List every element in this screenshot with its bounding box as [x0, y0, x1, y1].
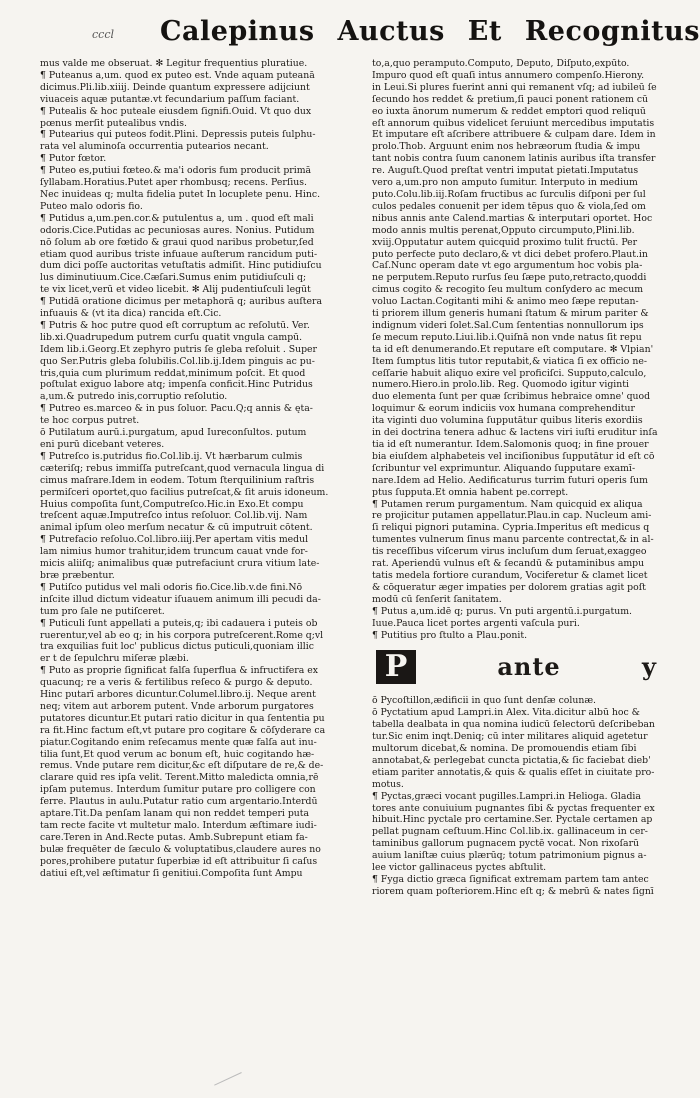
text-line: nō ſolum ab ore fœtido & graui quod naribus probetur,ſed — [40, 236, 314, 248]
stray-ink-mark — [208, 1059, 242, 1085]
text-line: remus. Vnde putare rem dicitur,&c eſt diſputare de re,& de- — [40, 760, 324, 772]
text-line: clarare quid res ipſa velit. Terent.Mitto maledicta omnia,rē — [40, 772, 319, 784]
text-line: ¶ Putor fœtor. — [40, 153, 107, 165]
text-line: rat. Aperiendū vulnus eſt & ſecandū & putaminibus ampu — [372, 558, 645, 570]
section-heading-word: ante — [497, 652, 561, 682]
text-line: ceſſarie habuit aliquo exire vel proficiſci. Supputo,calculo, — [372, 367, 647, 379]
text-line: numero.Hiero.in prolo.lib. Reg. Quomodo igitur viginti — [372, 379, 629, 391]
folio-number: cccl — [92, 28, 114, 41]
text-line: bia eiuſdem alphabeteis vel inciſionibus ſupputātur id eſt cō — [372, 450, 655, 462]
text-line: mus valde me obseruat. ✻ Legitur frequentius pluratiue. — [40, 58, 308, 69]
running-head-word: Auctus — [337, 16, 445, 47]
text-line: ¶ Putearius qui puteos fodit.Plini. Depressis puteis ſulphu- — [40, 129, 316, 141]
text-line: ne perputem.Reputo rurſus ſeu ſæpe puto,retracto,quoddi — [372, 272, 647, 284]
text-line: ruerentur,vel ab eo q; in his corpora putreſcerent.Rome q;vl — [40, 629, 324, 641]
text-line: ¶ Putreo es.marceo & in pus ſoluor. Pacu.Q;q annis & ęta- — [40, 403, 313, 415]
text-line: ra fit.Hinc factum eſt,vt putare pro cogitare & cōſyderare ca — [40, 724, 326, 736]
running-head-word: Calepinus — [160, 16, 315, 47]
text-line: tumentes vulnerum ſinus manu parcente contrectat,& in al- — [372, 534, 654, 546]
text-line: & cōqueratur æger impaties per dolorem gratias agit poſt — [372, 581, 646, 593]
text-line: loquimur & eorum indiciis vox humana comprehenditur — [372, 403, 635, 415]
text-line: ptus ſupputa.Et omnia habent pe.corrept. — [372, 486, 569, 498]
text-line: in dei doctrina tenera adhuc & lactens viri iuſti eruditur inſa — [372, 427, 658, 439]
text-line: rata vel aluminoſa occurrentia putearios necant. — [40, 141, 269, 153]
text-line: tia id eſt numerantur. Idem.Salomonis quoq; in fine prouer — [372, 439, 649, 450]
text-line: ipſam putemus. Interdum ſumitur putare pro colligere con — [40, 784, 316, 796]
text-line: bulæ frequēter de ſæculo & voluptatibus,claudere aures no — [40, 843, 321, 855]
text-line: Item ſumptus litis tutor reputabit,& viatica ſi ex officio ne- — [372, 355, 647, 367]
text-line: tra exquilias fuit loc' publicus dictus puticuli,quoniam illic — [40, 641, 314, 653]
text-line: cæteriſq; rebus immiſſa putreſcant,quod vernacula lingua di — [40, 462, 325, 474]
text-line: to,a,quo peramputo.Computo, Deputo, Diſputo,expūto. — [372, 58, 630, 69]
text-line: cimus cogito & recogito ſeu multum conſydero ac mecum — [372, 284, 644, 296]
text-line: ¶ Putiſco putidus vel mali odoris fio.Cice.lib.v.de fini.Nō — [40, 581, 303, 593]
text-line: Et imputare eſt aſcribere attribuere & culpam dare. Idem in — [372, 129, 656, 141]
text-line: care.Teren in And.Recte putas. Amb.Subrepunt etiam fa- — [40, 831, 308, 843]
text-line: puto.Colu.lib.iij.Roſam fructibus ac ſurculis diſponi per ſul — [372, 188, 646, 200]
text-line: ¶ Puticuli ſunt appellati a puteis,q; ibi cadauera i puteis ob — [40, 617, 318, 629]
text-line: tilia ſunt,Et quod verum ac bonum eſt, huic cogitando hæ- — [40, 748, 315, 760]
text-line: Puteo malo odoris fio. — [40, 200, 143, 212]
text-line: voluo Lactan.Cogitanti mihi & animo meo ſæpe reputan- — [372, 296, 639, 308]
text-line: ſe mecum reputo.Liui.lib.i.Quiſnā non vnde natus ſit repu — [372, 331, 642, 343]
text-line: lib.xi.Quadrupedum putrem curſu quatit vngula campū. — [40, 331, 303, 343]
text-line: treſcent aquæ.Imputreſco intus reſoluor. Col.lib.vij. Nam — [40, 510, 308, 522]
text-line: re projicitur putamen appellatur.Plau.in cap. Nucleum ami- — [372, 510, 652, 522]
text-line: aptare.Tit.Da penſam lanam qui non reddet temperi puta — [40, 808, 310, 820]
text-line: ¶ Puteo es,putiui fœteo.& ma'i odoris fum producit primā — [40, 165, 312, 177]
text-line: ¶ Putus a,um.idē q; purus. Vn puti argentū.i.purgatum. — [372, 605, 632, 617]
text-line: neq; vitem aut arborem putent. Vnde arborum purgatores — [40, 700, 314, 712]
running-head-word: Et — [467, 16, 502, 47]
text-line: ſi reliqui pignori putamina. Cypria.Imperitus eſt medicus q — [372, 522, 650, 534]
text-line: infuauis & (vt ita dica) rancida eſt.Cic. — [40, 308, 222, 320]
text-line: motus. — [372, 778, 404, 790]
running-head — [160, 16, 700, 47]
text-line: ō Pyctatium apud Lampri.in Alex. Vita.dicitur albū hoc & — [372, 707, 640, 719]
text-line: Hinc putarī arbores dicuntur.Columel.libro.ij. Neque arent — [40, 689, 316, 701]
text-line: ¶ Puto as proprie ſignificat falſa ſuperflua & infructifera ex — [40, 665, 318, 677]
text-line: tur.Sic enim inqt.Deniq; cū inter militares aliquid agetetur — [372, 731, 648, 743]
text-line: dicimus.Pli.lib.xiiij. Deinde quantum expressere adijciunt — [40, 81, 310, 93]
text-line: datiui eſt,vel æſtimatur ſi genitiui.Compoſita ſunt Ampu — [40, 867, 303, 879]
text-line: piatur.Cogitando enim reſecamus mente quæ falſa aut inu- — [40, 736, 317, 748]
text-line: auium laniſtæ cuius plærūq; totum patrimonium pignus a- — [372, 850, 647, 862]
text-line: ¶ Putidā oratione dicimus per metaphorā q; auribus auſtera — [40, 296, 323, 308]
text-line: nibus annis ante Calend.martias & interputari oportet. Hoc — [372, 212, 653, 224]
text-line: hibuit.Hinc pyctale pro certamine.Ser. Pyctale certamen ap — [372, 814, 653, 826]
text-line: cimus maſrare.Idem in eodem. Totum ſterquilinium raſtris — [40, 474, 315, 486]
section-heading-letter: y — [642, 652, 656, 682]
text-line: etiam pariter annotatis,& quis & qualis eſſet in ciuitate pro- — [372, 766, 655, 778]
page-header — [30, 16, 700, 56]
text-line: lam nimius humor trahitur,idem truncum cauat vnde for- — [40, 546, 308, 558]
running-head-word: Recognitus — [524, 16, 700, 47]
text-line: ti priorem illum generis humani ſtatum & mirum pariter & — [372, 308, 649, 320]
text-line: ¶ Pyctas,græci vocant pugilles.Lampri.in Helioga. Gladia — [372, 790, 641, 802]
text-line: indignum videri ſolet.Sal.Cum ſententias nonnullorum ips — [372, 319, 644, 331]
text-line: ¶ Putris & hoc putre quod eſt corruptum ac reſolutū. Ver. — [40, 319, 310, 331]
text-line: quacunq; re a veris & fertilibus reſeco & purgo & deputo. — [40, 677, 313, 689]
text-line: tris,quia cum plurimum reddat,minimum poſcit. Et quod — [40, 367, 306, 379]
text-line: vero a,um.pro non amputo ſumitur. Interputo in medium — [372, 177, 638, 189]
text-line: re. Auguſt.Quod preſtat ventri imputat pietati.Imputatus — [372, 165, 639, 177]
text-line: taminibus gallorum pugnacem pyctē vocat. Non rixoſarū — [372, 838, 640, 850]
text-line: ¶ Putidus a,um.pen.cor.& putulentus a, um . quod eſt mali — [40, 212, 314, 224]
text-line: a,um.& putredo inis,corruptio reſolutio. — [40, 391, 228, 403]
text-line: lee victor gallinaceus pyctes abſtulit. — [372, 862, 547, 874]
text-line: ſecundo hos reddet & pretium,ſi pauci ponent rationem cū — [372, 93, 649, 105]
text-line: te hoc corpus putret. — [40, 415, 140, 427]
text-line: ¶ Putitius pro ſtulto a Plau.ponit. — [372, 629, 528, 641]
decorated-initial: P — [376, 650, 416, 684]
text-line: Idem lib.i.Georg.Et zephyro putris ſe gleba reſoluit . Super — [40, 343, 317, 355]
text-line: odoris.Cice.Putidas ac pecuniosas aures. Nonius. Putidum — [40, 224, 315, 236]
text-line: modū cū ſenſerit ſanitatem. — [372, 593, 502, 605]
text-line: ¶ Putreſco is.putridus fio.Col.lib.ij. Vt hærbarum culmis — [40, 450, 303, 462]
text-line: prolo.Thob. Arguunt enim nos hebræorum ſtudia & impu — [372, 141, 641, 153]
text-line: Impuro quod eſt quaſi intus annumero compenſo.Hierony. — [372, 69, 645, 81]
right-column-top-text — [372, 58, 690, 641]
text-line: ¶ Fyga dictio græca ſignificat extremam partem tam antec — [372, 874, 649, 885]
text-line: annotabat,& perlegebat cuncta pictatia,& ſic faciebat dieb' — [372, 754, 651, 766]
text-line: pellat pugnam ceſtuum.Hinc Col.lib.ix. gallinaceum in cer- — [372, 826, 648, 838]
text-line: tores ante conuiuium pugnantes ſibi & pyctas frequenter ex — [372, 802, 655, 814]
text-line: Nec inuideas q; multa fidelia putet In locuplete penu. Hinc. — [40, 188, 321, 200]
text-line: ¶ Putealis & hoc puteale eiusdem ſignifi.Ouid. Vt quo dux — [40, 105, 312, 117]
text-line: Caſ.Nunc operam date vt ego argumentum hoc vobis pla- — [372, 260, 643, 272]
text-line: ō Putilatum aurū.i.purgatum, apud Iureconſultos. putum — [40, 427, 307, 439]
text-line: puto perfecte puto declaro,& vt dici debet profero.Plaut.in — [372, 248, 648, 260]
text-line: poſtulat exiguo labore atq; impenſa conficit.Hinc Putridus — [40, 379, 313, 391]
text-line: animal ipſum oleo merſum necatur & cū imputruit cōtent. — [40, 522, 313, 534]
text-line: nare.Idem ad Helio. Aedificaturus turrim futuri operis ſum — [372, 474, 648, 486]
text-line: lus diminutiuum.Cice.Cæſari.Sumus enim putidiuſculi q; — [40, 272, 307, 284]
right-column — [372, 58, 690, 898]
text-line: ita viginti duo volumina ſupputātur quibus literis exordiis — [372, 415, 643, 427]
text-line: tam recte facite vt multetur malo. Interdum æſtimare iudi- — [40, 820, 317, 831]
text-line: er t de ſepulchru miſeræ plæbi. — [40, 653, 189, 665]
text-line: ta id eſt denumerando.Et reputare eſt computare. ✻ Vlpian' — [372, 343, 654, 355]
text-line: ¶ Putamen rerum purgamentum. Nam quicquid ex aliqua — [372, 498, 643, 510]
text-line: viuaceis aquæ putantæ.vt fecundarium paſſum faciant. — [40, 93, 300, 105]
text-line: in Leui.Si plures fuerint anni qui remanent vſq; ad iubileū ſe — [372, 81, 657, 93]
text-line: tis receſſibus viſcerum virus incluſum dum ſeruat,exaggeo — [372, 546, 647, 558]
text-line: bræ præbentur. — [40, 569, 115, 581]
text-line: eſt annorum quibus videlicet ſeruiunt mercedibus imputatis — [372, 117, 655, 129]
text-line: permiſceri oportet,quo facilius putreſcat,& ſit aruis idoneum. — [40, 486, 329, 498]
text-line: culos pedales conuenit per idem tēpus quo & viola,ſed om — [372, 200, 646, 212]
text-line: putatores dicuntur.Et putari ratio dicitur in qua ſententia pu — [40, 712, 325, 724]
text-line: quo Ser.Putris gleba ſolubilis.Col.lib.ij.Idem pinguis ac pu- — [40, 355, 315, 367]
text-line: duo elementa ſunt per quæ ſcribimus hebraice omne' quod — [372, 391, 651, 403]
text-line: tant nobis contra ſuum canonem latinis auribus iſta transfer — [372, 153, 656, 165]
text-line: ſcribuntur vel exprimuntur. Aliquando ſupputare examī- — [372, 462, 636, 474]
text-line: tatis medela fortiore curandum, Vociferetur & clamet licet — [372, 569, 648, 581]
text-line: micis aliiſq; animalibus quæ putrefaciunt crura vitium late- — [40, 558, 320, 570]
right-column-bottom-text — [372, 695, 690, 897]
text-line: ¶ Puteanus a,um. quod ex puteo est. Vnde aquam puteanā — [40, 69, 315, 81]
text-line: dum dici poſſe auctoritas vetuſtatis admiſit. Hinc putidiuſcu — [40, 260, 322, 272]
text-line: etiam quod auribus triste infuaue auſterum rancidum puti- — [40, 248, 318, 260]
text-line: Huius compoſita ſunt,Computreſco.Hic.in Exo.Et compu — [40, 498, 304, 510]
text-line: modo annis multis perenat,Opputo circumputo,Plini.lib. — [372, 224, 635, 236]
text-line: tum pro ſale ne putiſceret. — [40, 605, 165, 617]
section-heading — [372, 649, 690, 685]
text-line: eni purū dicebant veteres. — [40, 439, 165, 450]
text-line: multorum dicebat,& nomina. De promouendis etiam ſibi — [372, 743, 637, 755]
text-line: xviij.Opputatur autem quicquid proximo tulit fructū. Per — [372, 236, 638, 248]
text-line: te vix licet,verū et video licebit. ✻ Alij pudentiuſculi legūt — [40, 284, 311, 296]
text-line: tabella dealbata in qua nomina iudicū ſelectorū deſcribeban — [372, 719, 655, 731]
text-line: riorem quam poſteriorem.Hinc eſt q; & mebrū & nates ſignī — [372, 885, 654, 897]
text-line: pœnus merſit putealibus vndis. — [40, 117, 187, 129]
text-line: inſcite illud dictum videatur iſuauem animum illi pecudi da- — [40, 593, 321, 605]
text-line: pores,prohibere putatur ſuperbiæ id eſt attribuitur ſi caſus — [40, 855, 318, 867]
text-line: ferre. Plautus in aulu.Putatur ratio cum argentario.Interdū — [40, 796, 318, 808]
text-line: ¶ Putrefacio reſoluo.Col.libro.iiij.Per apertam vitis medul — [40, 534, 309, 546]
text-line: eo iuxta ānorum numerum & reddet emptori quod reliquū — [372, 105, 646, 117]
left-column — [40, 58, 358, 880]
text-line: Iuue.Pauca licet portes argenti vaſcula puri. — [372, 617, 580, 629]
text-line: ſyllabam.Horatius.Putet aper rhombusq; recens. Perſius. — [40, 177, 307, 189]
text-line: ō Pycoſtillon,ædificii in quo ſunt denſæ colunæ. — [372, 695, 597, 707]
